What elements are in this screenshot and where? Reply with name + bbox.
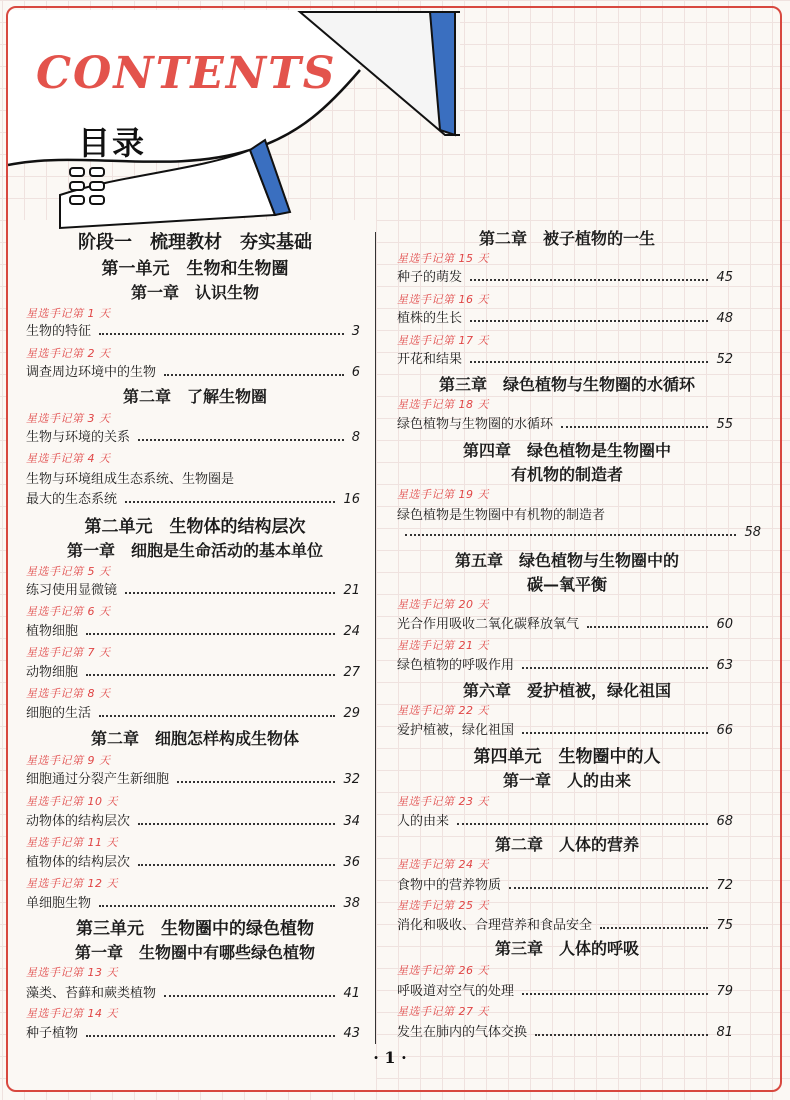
day-label: 星选手记第 26 天 [397, 964, 489, 977]
day-label: 星选手记第 22 天 [397, 704, 489, 717]
chapter-heading: 第二章 了解生物圈 [122, 387, 267, 406]
day-label: 星选手记第 6 天 [26, 605, 111, 618]
day-label: 星选手记第 13 天 [26, 966, 118, 979]
day-label: 星选手记第 15 天 [397, 252, 489, 265]
page-number: 60 [716, 617, 733, 632]
unit-heading: 第二单元 生物体的结构层次 [84, 517, 306, 537]
entry-title: 绿色植物的呼吸作用 [397, 658, 515, 673]
day-label: 星选手记第 10 天 [26, 795, 118, 808]
day-label: 星选手记第 2 天 [26, 347, 111, 360]
chapter-heading: 第五章 绿色植物与生物圈中的 [454, 551, 679, 570]
day-label: 星选手记第 1 天 [26, 307, 111, 320]
day-label: 星选手记第 11 天 [26, 836, 118, 849]
chapter-heading: 第一章 生物圈中有哪些绿色植物 [74, 943, 315, 962]
entry-title: 生物的特征 [26, 324, 92, 339]
entry-title: 爱护植被，绿化祖国 [397, 723, 515, 738]
entry-title: 动物体的结构层次 [26, 814, 131, 829]
page-number: 34 [343, 814, 360, 829]
unit-heading: 第三单元 生物圈中的绿色植物 [76, 919, 314, 939]
chapter-heading-cont: 有机物的制造者 [510, 465, 623, 484]
day-label: 星选手记第 16 天 [397, 293, 489, 306]
day-label: 星选手记第 14 天 [26, 1007, 118, 1020]
page-number: 68 [716, 814, 733, 829]
page-footer-number: · 1 · [373, 1048, 407, 1067]
mulu-title: 目录 [78, 124, 147, 162]
page-number: 8 [351, 430, 360, 445]
entry-title: 调查周边环境中的生物 [26, 365, 157, 380]
entry-title: 消化和吸收、合理营养和食品安全 [397, 918, 593, 933]
entry-title: 植株的生长 [397, 311, 463, 326]
page-number: 45 [716, 270, 733, 285]
chapter-heading: 第三章 人体的呼吸 [494, 939, 639, 958]
page-number: 52 [716, 352, 733, 367]
page-number: 24 [343, 624, 360, 639]
page-number: 81 [716, 1025, 733, 1040]
entry-title: 光合作用吸收二氧化碳释放氧气 [397, 617, 580, 632]
day-label: 星选手记第 5 天 [26, 565, 111, 578]
day-label: 星选手记第 21 天 [397, 639, 489, 652]
unit-heading: 第一单元 生物和生物圈 [101, 259, 289, 279]
day-label: 星选手记第 20 天 [397, 598, 489, 611]
chapter-heading: 第六章 爱护植被，绿化祖国 [462, 681, 671, 700]
page-number: 21 [343, 583, 360, 598]
entry-title: 单细胞生物 [26, 896, 92, 911]
entry-title: 食物中的营养物质 [397, 878, 502, 893]
day-label: 星选手记第 19 天 [397, 488, 489, 501]
entry-title: 发生在肺内的气体交换 [397, 1025, 528, 1040]
day-label: 星选手记第 3 天 [26, 412, 111, 425]
page-number: 63 [716, 658, 733, 673]
page-number: 32 [343, 772, 360, 787]
page-frame [6, 6, 782, 1092]
entry-title: 生物与环境的关系 [26, 430, 131, 445]
page-number: 27 [343, 665, 360, 680]
page-number: 41 [343, 986, 360, 1001]
entry-title: 细胞通过分裂产生新细胞 [26, 772, 170, 787]
page-number: 16 [343, 492, 360, 507]
day-label: 星选手记第 9 天 [26, 754, 111, 767]
day-label: 星选手记第 18 天 [397, 398, 489, 411]
day-label: 星选手记第 23 天 [397, 795, 489, 808]
chapter-heading-cont: 碳—氧平衡 [526, 575, 607, 594]
page-number: 36 [343, 855, 360, 870]
page-number: 66 [716, 723, 733, 738]
chapter-heading: 第二章 被子植物的一生 [478, 229, 655, 248]
entry-title: 种子的萌发 [397, 270, 463, 285]
entry-title: 练习使用显微镜 [26, 583, 118, 598]
contents-title: CONTENTS [36, 48, 337, 99]
page-number: 29 [343, 706, 360, 721]
day-label: 星选手记第 12 天 [26, 877, 118, 890]
entry-title: 动物细胞 [26, 665, 79, 680]
chapter-heading: 第一章 细胞是生命活动的基本单位 [66, 541, 323, 560]
unit-heading: 第四单元 生物圈中的人 [473, 747, 661, 767]
entry-title: 绿色植物与生物圈的水循环 [397, 417, 554, 432]
page-number: 38 [343, 896, 360, 911]
chapter-heading: 第二章 人体的营养 [494, 835, 639, 854]
entry-title: 藻类、苔藓和蕨类植物 [26, 986, 157, 1001]
entry-title: 种子植物 [26, 1026, 79, 1041]
entry-title: 植物细胞 [26, 624, 79, 639]
entry-title: 开花和结果 [397, 352, 463, 367]
entry-title-line2: 最大的生态系统 [26, 492, 118, 507]
entry-title-line1[interactable]: 生物与环境组成生态系统、生物圈是 [26, 472, 235, 487]
page-number: 72 [716, 878, 733, 893]
page-number: 3 [351, 324, 360, 339]
day-label: 星选手记第 4 天 [26, 452, 111, 465]
stage-heading: 阶段一 梳理教材 夯实基础 [78, 232, 312, 253]
page-number: 55 [716, 417, 733, 432]
page-number: 6 [351, 365, 360, 380]
day-label: 星选手记第 8 天 [26, 687, 111, 700]
day-label: 星选手记第 27 天 [397, 1005, 489, 1018]
chapter-heading: 第四章 绿色植物是生物圈中 [462, 441, 671, 460]
page-number: 43 [343, 1026, 360, 1041]
chapter-heading: 第三章 绿色植物与生物圈的水循环 [438, 375, 695, 394]
day-label: 星选手记第 7 天 [26, 646, 111, 659]
page-number: 48 [716, 311, 733, 326]
day-label: 星选手记第 25 天 [397, 899, 489, 912]
entry-title: 人的由来 [397, 814, 450, 829]
entry-title: 细胞的生活 [26, 706, 92, 721]
day-label: 星选手记第 17 天 [397, 334, 489, 347]
page-number: 58 [744, 525, 761, 540]
chapter-heading: 第一章 认识生物 [130, 283, 259, 302]
entry-title: 呼吸道对空气的处理 [397, 984, 515, 999]
day-label: 星选手记第 24 天 [397, 858, 489, 871]
chapter-heading: 第一章 人的由来 [502, 771, 631, 790]
chapter-heading: 第二章 细胞怎样构成生物体 [90, 729, 299, 748]
entry-title: 植物体的结构层次 [26, 855, 131, 870]
page-number: 75 [716, 918, 733, 933]
page-number: 79 [716, 984, 733, 999]
entry-title-line1[interactable]: 绿色植物是生物圈中有机物的制造者 [397, 508, 606, 523]
